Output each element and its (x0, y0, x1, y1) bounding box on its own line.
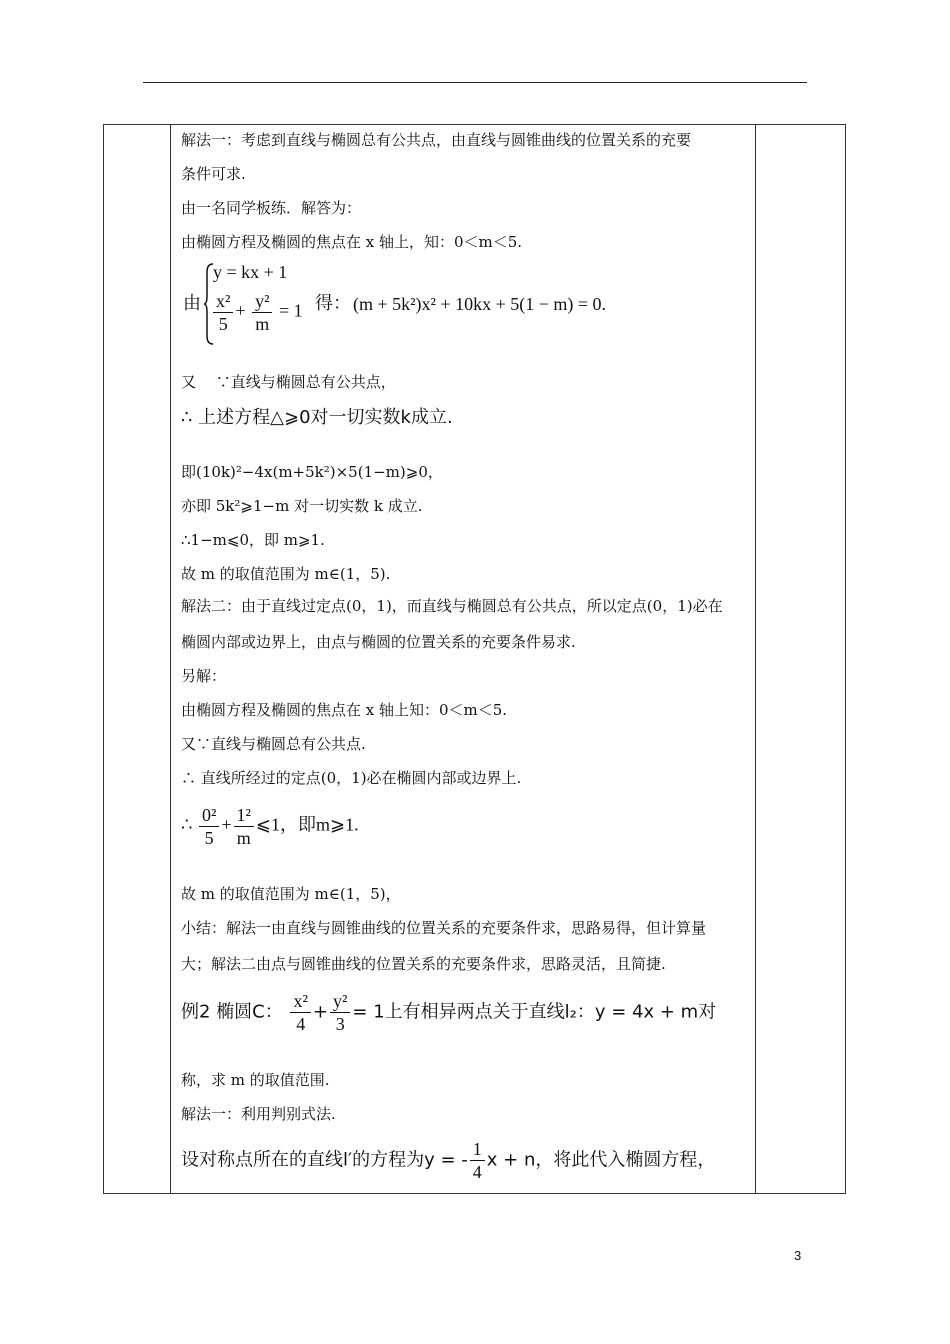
example-2-statement (181, 990, 716, 1035)
page-number: 3 (794, 1248, 802, 1263)
column-divider-left (170, 125, 171, 1193)
fraction-denominator: 4 (472, 1162, 482, 1182)
header-rule (143, 82, 807, 83)
line-equation-prefix: 设对称点所在的直线l′的方程为y = - (181, 1149, 468, 1171)
system-de: 得： (315, 293, 351, 314)
fraction-numerator: y² (252, 290, 272, 313)
fraction-numerator: x² (213, 290, 233, 313)
fraction-numerator: 0² (199, 804, 219, 827)
therefore-symbol: ∴ (181, 814, 193, 835)
text-line: 称，求 m 的取值范围. (181, 1071, 330, 1089)
fraction-numerator: x² (290, 990, 310, 1013)
fraction-numerator: 1² (234, 804, 254, 827)
plus-sign: + (312, 1001, 328, 1023)
inequality-conclusion: ⩽1，即m⩾1. (255, 814, 359, 835)
text-line: 解法一：利用判别式法. (181, 1105, 336, 1123)
example-condition: = 1上有相异两点关于直线l₂：y = 4x + m对 (352, 1001, 717, 1023)
text-line: ∴ 上述方程△⩾0对一切实数k成立. (181, 407, 453, 428)
text-line: 故 m 的取值范围为 m∈(1，5). (181, 565, 391, 583)
last-equation-line (181, 1138, 715, 1183)
fraction-denominator: m (236, 828, 251, 848)
text-line: 即(10k)²−4x(m+5k²)×5(1−m)⩾0， (181, 463, 443, 481)
text-line: 由椭圆方程及椭圆的焦点在 x 轴上，知：0＜m＜5. (181, 233, 523, 251)
text-line: 又 ∵直线与椭圆总有公共点， (181, 373, 396, 391)
system-equation-1: y = kx + 1 (213, 262, 288, 282)
plus-sign: + (235, 300, 251, 321)
inequality-formula (181, 804, 359, 849)
system-prefix: 由 (183, 293, 201, 314)
text-line: ∴1−m⩽0，即 m⩾1. (181, 531, 325, 549)
fraction-denominator: 5 (204, 828, 214, 848)
text-line: 又∵直线与椭圆总有公共点. (181, 735, 366, 753)
text-line: 大；解法二由点与圆锥曲线的位置关系的充要条件求，思路灵活，且简捷. (181, 955, 666, 973)
text-line: 解法二：由于直线过定点(0，1)，而直线与椭圆总有公共点，所以定点(0，1)必在 (181, 597, 723, 615)
text-line: 由一名同学板练．解答为： (181, 199, 362, 217)
fraction-denominator: 3 (335, 1014, 345, 1034)
text-line: 亦即 5k²⩾1−m 对一切实数 k 成立. (181, 497, 423, 515)
fraction-denominator: m (255, 314, 270, 334)
system-result: (m + 5k²)x² + 10kx + 5(1 − m) = 0. (353, 294, 607, 314)
line-equation-suffix: x + n，将此代入椭圆方程， (486, 1149, 716, 1171)
text-line: ∴ 直线所经过的定点(0，1)必在椭圆内部或边界上. (181, 769, 522, 787)
fraction-denominator: 5 (218, 314, 228, 334)
plus-sign: + (221, 814, 232, 835)
column-divider-right (755, 125, 756, 1193)
text-line: 条件可求. (181, 165, 246, 183)
text-line: 由椭圆方程及椭圆的焦点在 x 轴上知：0＜m＜5. (181, 701, 508, 719)
equals-one: = 1 (278, 300, 303, 321)
system-equation-2 (211, 290, 303, 335)
text-line: 另解： (181, 667, 227, 685)
fraction-numerator: 1 (470, 1138, 485, 1161)
text-line: 椭圆内部或边界上，由点与椭圆的位置关系的充要条件易求. (181, 633, 576, 651)
text-line: 小结：解法一由直线与圆锥曲线的位置关系的充要条件求，思路易得，但计算量 (181, 919, 707, 937)
text-line: 解法一：考虑到直线与椭圆总有公共点，由直线与圆锥曲线的位置关系的充要 (181, 131, 692, 149)
text-line: 故 m 的取值范围为 m∈(1，5)， (181, 885, 401, 903)
example-label: 例2 椭圆C： (181, 1001, 283, 1023)
fraction-denominator: 4 (296, 1014, 306, 1034)
fraction-numerator: y² (330, 990, 350, 1013)
